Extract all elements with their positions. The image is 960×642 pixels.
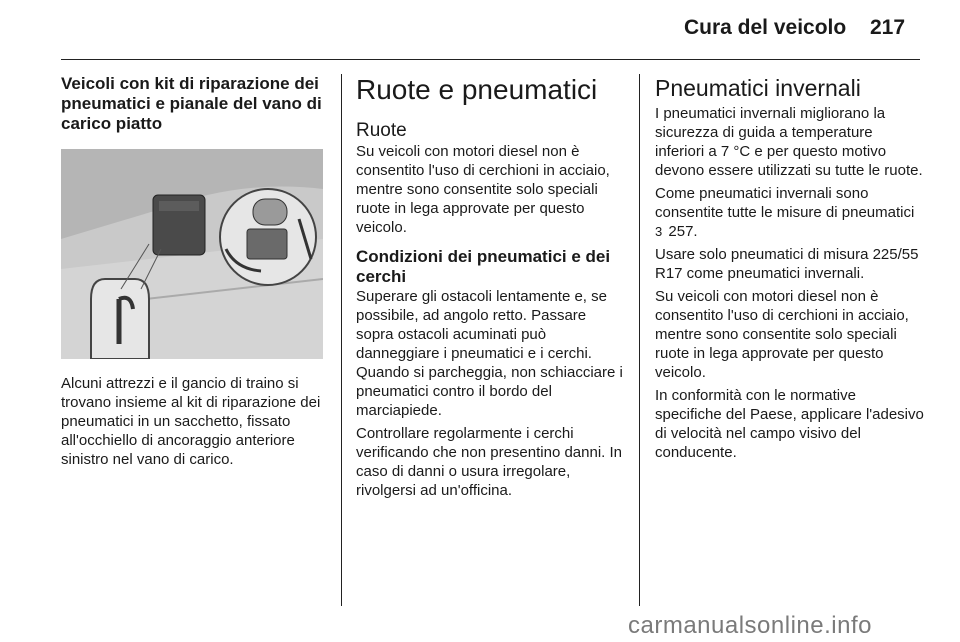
column-1: [61, 74, 325, 134]
page-number: 217: [870, 16, 906, 39]
winter-tyres-text-3: Usare solo pneumatici di misura 225/55 R17 come pneumatici invernali.: [655, 246, 919, 282]
watermark-text: carmanualsonline.info: [628, 612, 872, 639]
running-header-title: Cura del veicolo: [684, 16, 847, 39]
column-divider-1: [341, 74, 342, 606]
page-reference-icon: 3: [655, 224, 663, 239]
winter-tyres-text-5: In conformità con le normative specifiche del Paese, applicare l'adesivo di velocità nel campo visivo del conducente.: [655, 387, 924, 461]
detail-circle-hook: [91, 279, 149, 359]
tyre-condition-text-1: Superare gli ostacoli lentamente e, se possibile, ad angolo retto. Passare sopra ostacoli acuminati può danneggiare i pneumatici e i cerchi. Quando si parcheggia, non schiacciare i pneumatici contro il bordo del marciapiede.: [356, 288, 623, 419]
detail-circle-compressor: [220, 189, 316, 285]
section-title-wheels-tyres: Ruote e pneumatici: [356, 74, 598, 105]
winter-tyres-text-2: [655, 184, 925, 241]
tool-bag-icon: [153, 195, 205, 255]
winter-tyres-text-4: Su veicoli con motori diesel non è consentito l'uso di cerchioni in acciaio, mentre sono consentite solo speciali ruote in lega approvate per questo veicolo.: [655, 288, 909, 381]
page-reference-link[interactable]: 257.: [668, 223, 698, 240]
tyre-condition-text-2: Controllare regolarmente i cerchi verificando che non presentino danni. In caso di danni o usura irregolare, rivolgersi ad un'officina.: [356, 425, 623, 499]
section-heading-repair-kit: Veicoli con kit di riparazione dei pneumatici e pianale del vano di carico piatto: [61, 74, 322, 133]
column-1-caption: [61, 374, 325, 473]
subheading-tyre-condition: Condizioni dei pneumatici e dei cerchi: [356, 247, 611, 286]
winter-tyres-text-1: I pneumatici invernali migliorano la sicurezza di guida a temperature inferiori a 7 °C e per questo motivo devono essere utilizzati su tutte le ruote.: [655, 105, 923, 179]
winter-tyres-text-2-body: Come pneumatici invernali sono consentite tutte le misure di pneumatici: [655, 185, 915, 221]
subheading-wheels: Ruote: [356, 120, 407, 141]
column-2: [356, 74, 624, 504]
header-divider: [61, 59, 920, 60]
column-divider-2: [639, 74, 640, 606]
column-3: [655, 74, 925, 466]
trunk-illustration: [61, 149, 323, 359]
illustration-caption: Alcuni attrezzi e il gancio di traino si trovano insieme al kit di riparazione dei pneumatici in un sacchetto, fissato all'occhiello di ancoraggio anteriore sinistro nel vano di carico.: [61, 375, 321, 468]
wheels-text: Su veicoli con motori diesel non è consentito l'uso di cerchioni in acciaio, mentre sono consentite solo speciali ruote in lega approvate per questo veicolo.: [356, 143, 610, 236]
section-title-winter-tyres: Pneumatici invernali: [655, 75, 861, 101]
